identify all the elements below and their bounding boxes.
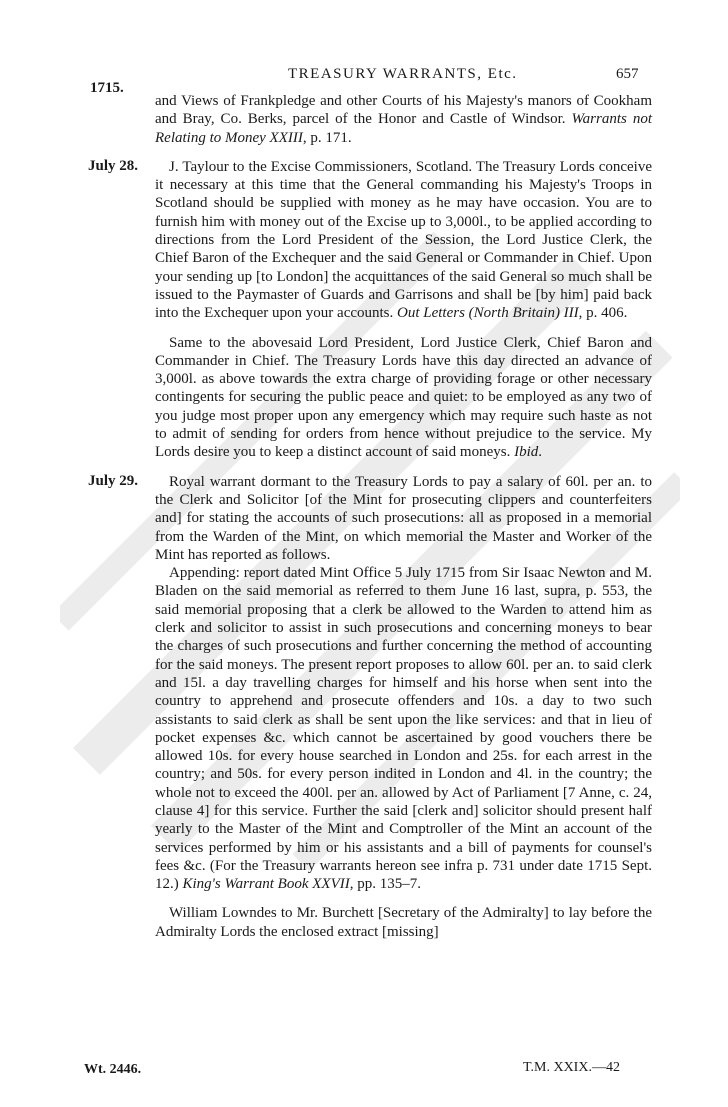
entry-july-28 bbox=[0, 158, 728, 462]
paragraph: and Views of Frankpledge and other Courts of his Majesty's manors of Cookham and Bray, Co. Berks, parcel of the Honor and Castle of Windsor. Warrants not Relating to Money XXIII, p. 171. bbox=[155, 93, 652, 146]
entry-date: July 29. bbox=[88, 472, 139, 489]
page-header bbox=[0, 0, 728, 100]
entry-continuation bbox=[0, 92, 728, 147]
page-number: 657 bbox=[616, 66, 639, 82]
paragraph: Royal warrant dormant to the Treasury Lords to pay a salary of 60l. per an. to the Clerk and Solicitor [of the Mint for prosecuting clippers and counterfeiters and] for stating the accounts of such prosecutions: all as proposed in a memorial from the Warden of the Mint, on which memorial the Master and Worker of the Mint has reported as follows. bbox=[155, 473, 652, 563]
paragraph: J. Taylour to the Excise Commissioners, Scotland. The Treasury Lords conceive it necessary at this time that the General commanding his Majesty's Troops in Scotland should be supplied with money as he may have occasion. You are to furnish him with money out of the Excise up to 3,000l., to be applied according to directions from the Lord President of the Session, the Lord Justice Clerk, the Chief Baron of the Exchequer and the said General or Commander in Chief. Upon your sending up [to London] the acquittances of the said General so much shall be issued to the Paymaster of Guards and Garrisons and shall be [by him] paid back into the Exchequer upon your accounts. Out Letters (North Britain) III, p. 406. bbox=[155, 158, 652, 322]
document-body bbox=[0, 92, 728, 941]
entry-date: July 28. bbox=[88, 157, 139, 174]
paragraph: Appending: report dated Mint Office 5 July 1715 from Sir Isaac Newton and M. Bladen on the said memorial as referred to them June 16 last, supra, p. 553, the said memorial proposing that a clerk be allowed to the Warden to attend him as clerk and solicitor to assist in such prosecutions and concerning moneys to bear the charges of such prosecutions and further concerning the method of accounting for the said moneys. The present report proposes to allow 60l. per an. to said clerk and 15l. a day travelling charges for himself and his horse when sent into the country to apprehend and prosecute offenders and 10s. a day to two such assistants to said clerk as shall be sent upon the like services: and that in lieu of pocket expenses &c. which cannot be ascertained by good vouchers there be allowed 10s. for every house searched in London and 25s. for each arrest in the country; and 50s. for every person indited in London and 4l. in the country; the whole not to exceed the 400l. per an. allowed by Act of Parliament [7 Anne, c. 24, clause 4] for this service. Further the said [clerk and] solicitor should present half yearly to the Master of the Mint and Comptroller of the Mint an account of the services performed by him or his assistants and a bill of payments for counsel's fees &c. (For the Treasury warrants hereon see infra p. 731 under date 1715 Sept. 12.) King's Warrant Book XXVII, pp. 135–7. bbox=[155, 565, 652, 893]
running-title: TREASURY WARRANTS, Etc. bbox=[288, 66, 518, 82]
entry-july-29 bbox=[0, 473, 728, 941]
footer-volume-ref: T.M. XXIX.—42 bbox=[523, 1060, 620, 1075]
footer-signature: Wt. 2446. bbox=[84, 1062, 142, 1077]
header-year: 1715. bbox=[90, 80, 124, 96]
paragraph: Same to the abovesaid Lord President, Lord Justice Clerk, Chief Baron and Commander in Chief. The Treasury Lords have this day directed an advance of 3,000l. as above towards the extra charge of providing forage or other necessary contingents for securing the public peace and quiet: to be employed as any two of you judge most proper upon any emergency which may require such haste as not to admit of sending for orders from hence without prejudice to the service. My Lords desire you to keep a distinct account of said moneys. Ibid. bbox=[155, 334, 652, 461]
paragraph: William Lowndes to Mr. Burchett [Secretary of the Admiralty] to lay before the Admiralty Lords the enclosed extract [missing] bbox=[155, 905, 652, 940]
